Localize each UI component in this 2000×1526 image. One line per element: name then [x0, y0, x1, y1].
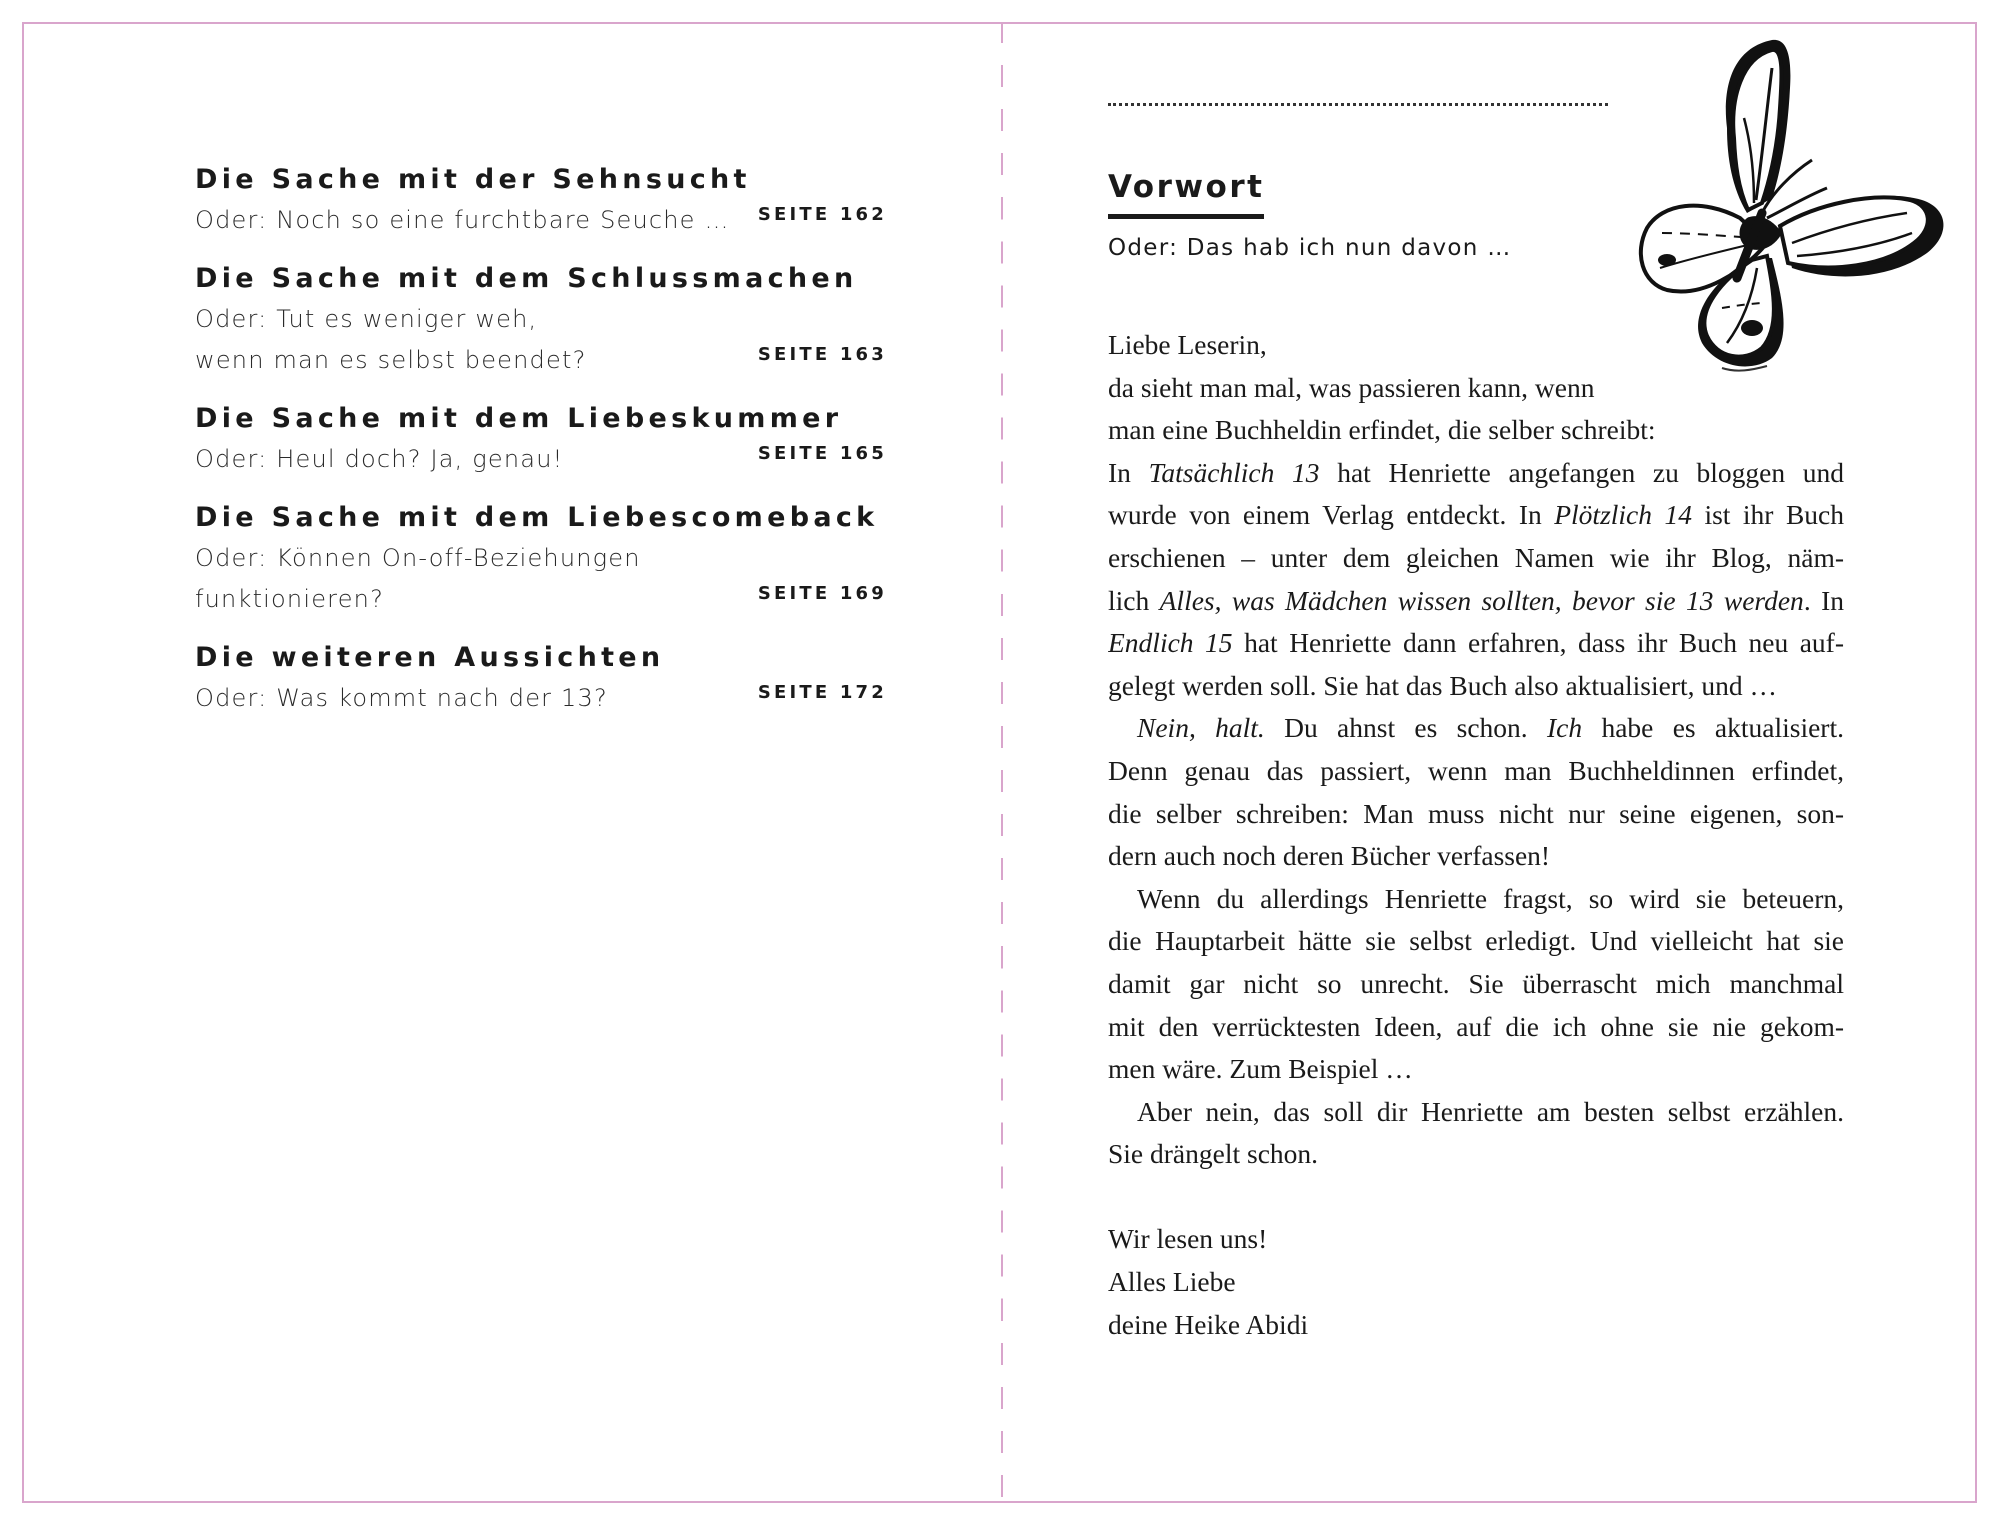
foreword-body	[1108, 324, 1844, 1346]
greeting-line: Liebe Leserin,	[1108, 329, 1267, 360]
toc-entry-page: SEITE 162	[757, 204, 887, 225]
toc-entry-subtitle: funktionieren?	[195, 585, 385, 613]
text-line: mit den verrücktesten Ideen, auf die ich ohne sie nie gekom-	[1108, 1010, 1844, 1042]
spacer	[1108, 1176, 1844, 1219]
text-line: Aber nein, das soll dir Henriette am besten selbst erzählen.	[1137, 1095, 1844, 1127]
toc-entry[interactable]	[195, 160, 895, 241]
toc-entry-subtitle: Oder: Tut es weniger weh,	[195, 305, 538, 333]
text-line: da sieht man mal, was passieren kann, wenn	[1108, 371, 1595, 403]
toc-entry-title: Die Sache mit der Sehnsucht	[195, 164, 751, 195]
toc-entry[interactable]	[195, 399, 895, 480]
text-line: Denn genau das passiert, wenn man Buchheldinnen erfindet,	[1108, 754, 1844, 786]
toc-entry-subtitle: wenn man es selbst beendet?	[195, 346, 587, 374]
text-line: die Hauptarbeit hätte sie selbst erledigt. Und vielleicht hat sie	[1108, 925, 1844, 957]
closing-line: Wir lesen uns!	[1108, 1223, 1268, 1255]
text-line: In Tatsächlich 13 hat Henriette angefangen zu bloggen und	[1108, 456, 1844, 488]
text-line: dern auch noch deren Bücher verfassen!	[1108, 840, 1551, 872]
text-line: Wenn du allerdings Henriette fragst, so wird sie beteuern,	[1137, 882, 1844, 914]
toc-entry[interactable]	[195, 498, 895, 620]
toc-entry-subtitle: Oder: Noch so eine furchtbare Seuche …	[195, 206, 730, 234]
toc-entry-page: SEITE 163	[757, 344, 887, 365]
text-line: man eine Buchheldin erfindet, die selber schreibt:	[1108, 414, 1656, 446]
text-line: wurde von einem Verlag entdeckt. In Plötzlich 14 ist ihr Buch	[1108, 499, 1844, 531]
text-line: lich Alles, was Mädchen wissen sollten, bevor sie 13 werden. In	[1108, 584, 1844, 616]
toc-entry-page: SEITE 172	[757, 682, 887, 703]
toc-entry-title: Die Sache mit dem Schlussmachen	[195, 263, 858, 294]
table-of-contents	[195, 160, 895, 737]
text-line: Nein, halt. Du ahnst es schon. Ich habe es aktualisiert.	[1137, 712, 1844, 744]
text-line: die selber schreiben: Man muss nicht nur seine eigenen, son-	[1108, 797, 1844, 829]
toc-entry-title: Die weiteren Aussichten	[195, 642, 665, 673]
toc-entry[interactable]	[195, 259, 895, 381]
toc-entry-subtitle: Oder: Was kommt nach der 13?	[195, 684, 608, 712]
toc-entry-subtitle: Oder: Können On-off-Beziehungen	[195, 544, 641, 572]
toc-entry-title: Die Sache mit dem Liebescomeback	[195, 502, 879, 533]
text-line: Endlich 15 hat Henriette dann erfahren, dass ihr Buch neu auf-	[1108, 627, 1844, 659]
closing-line: Alles Liebe	[1108, 1266, 1236, 1298]
toc-entry-subtitle: Oder: Heul doch? Ja, genau!	[195, 445, 564, 473]
page-fold	[1001, 22, 1003, 1503]
toc-entry[interactable]	[195, 638, 895, 719]
foreword-subtitle: Oder: Das hab ich nun davon …	[1108, 235, 1512, 261]
text-line: men wäre. Zum Beispiel …	[1108, 1053, 1413, 1085]
signature-line: deine Heike Abidi	[1108, 1308, 1309, 1340]
text-line: damit gar nicht so unrecht. Sie überrascht mich manchmal	[1108, 967, 1844, 999]
foreword-title: Vorwort	[1108, 166, 1264, 219]
text-line: erschienen – unter dem gleichen Namen wie ihr Blog, näm-	[1108, 541, 1844, 573]
toc-entry-title: Die Sache mit dem Liebeskummer	[195, 403, 843, 434]
toc-entry-page: SEITE 169	[757, 583, 887, 604]
text-line: gelegt werden soll. Sie hat das Buch also aktualisiert, und …	[1108, 669, 1778, 701]
text-line: Sie drängelt schon.	[1108, 1138, 1319, 1170]
toc-entry-page: SEITE 165	[757, 443, 887, 464]
dotted-rule	[1108, 103, 1608, 112]
